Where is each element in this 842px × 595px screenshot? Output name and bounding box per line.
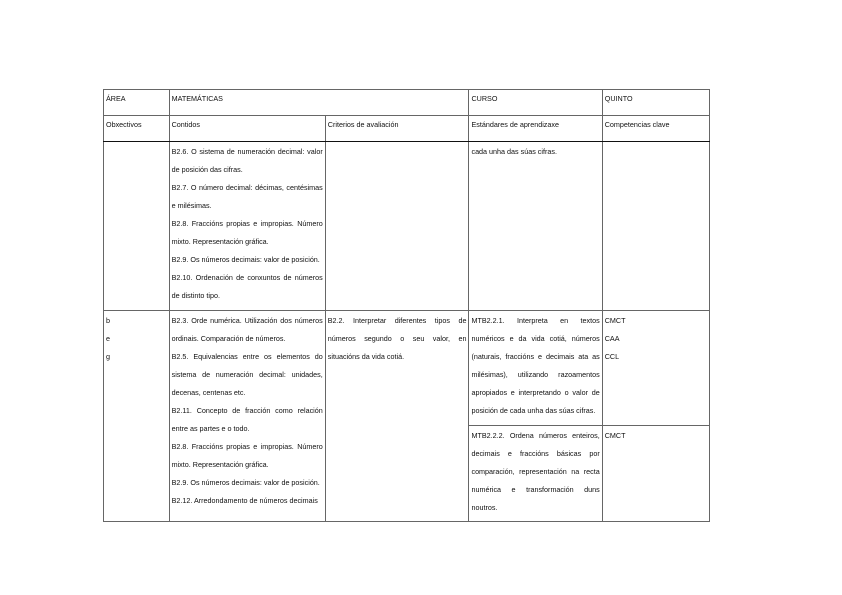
curriculum-table <box>103 89 710 522</box>
contidos-cell <box>169 142 325 311</box>
col-header-estandares: Estándares de aprendizaxe <box>469 116 602 142</box>
contido-item: B2.8. Fraccións propias e impropias. Número mixto. Representación gráfica. <box>171 442 323 469</box>
contidos-cell <box>169 311 325 522</box>
contido-item: B2.3. Orde numérica. Utilización dos números ordinais. Comparación de números. <box>171 316 323 343</box>
contido-item: B2.5. Equivalencias entre os elementos do sistema de numeración decimal: unidades, decenas, centenas etc. <box>171 352 323 397</box>
col-header-competencias: Competencias clave <box>602 116 709 142</box>
table-row <box>104 142 710 311</box>
competencia-item: CCL <box>604 352 620 361</box>
contido-item: B2.6. O sistema de numeración decimal: valor de posición das cifras. <box>171 147 323 174</box>
estandar-cell: MTB2.2.2. Ordena números enteiros, decimais e fraccións básicas por comparación, representación na recta numérica e transformación duns noutros. <box>469 426 602 522</box>
contido-item: B2.11. Concepto de fracción como relación entre as partes e o todo. <box>171 406 323 433</box>
competencia-item: CAA <box>604 334 620 343</box>
competencias-cell <box>602 311 709 426</box>
criterios-cell <box>325 142 469 311</box>
estandar-cell: MTB2.2.1. Interpreta en textos numéricos e da vida cotiá, números (naturais, fraccións e decimais ata as milésimas), utilizando razoamentos apropiados e interpretando o valor de posición de cada unha das súas cifras. <box>469 311 602 426</box>
contido-item: B2.9. Os números decimais: valor de posición. <box>171 478 320 487</box>
competencia-item: CMCT <box>604 316 626 325</box>
curso-value: QUINTO <box>602 90 709 116</box>
contido-item: B2.8. Fraccións propias e impropias. Número mixto. Representación gráfica. <box>171 219 323 246</box>
area-value: MATEMÁTICAS <box>169 90 469 116</box>
competencias-cell <box>602 426 709 522</box>
contido-item: B2.10. Ordenación de conxuntos de números de distinto tipo. <box>171 273 323 300</box>
criterio-cell: B2.2. Interpretar diferentes tipos de números segundo o seu valor, en situacións da vida cotiá. <box>325 311 469 522</box>
col-header-obxectivos: Obxectivos <box>104 116 170 142</box>
table-row <box>104 311 710 426</box>
contido-item: B2.12. Arredondamento de números decimais <box>171 496 318 505</box>
obxectivos-cell <box>104 142 170 311</box>
contido-item: B2.7. O número decimal: décimas, centésimas e milésimas. <box>171 183 323 210</box>
obxectivo-item: e <box>106 334 110 343</box>
header-row-area <box>104 90 710 116</box>
header-row-columns <box>104 116 710 142</box>
obxectivo-item: g <box>106 352 110 361</box>
competencias-cell <box>602 142 709 311</box>
curso-label: CURSO <box>469 90 602 116</box>
competencia-item: CMCT <box>604 431 626 440</box>
area-label: ÁREA <box>104 90 170 116</box>
col-header-contidos: Contidos <box>169 116 325 142</box>
obxectivos-cell <box>104 311 170 522</box>
estandar-cell: cada unha das súas cifras. <box>469 142 602 311</box>
col-header-criterios: Criterios de avaliación <box>325 116 469 142</box>
obxectivo-item: b <box>106 316 110 325</box>
contido-item: B2.9. Os números decimais: valor de posición. <box>171 255 320 264</box>
